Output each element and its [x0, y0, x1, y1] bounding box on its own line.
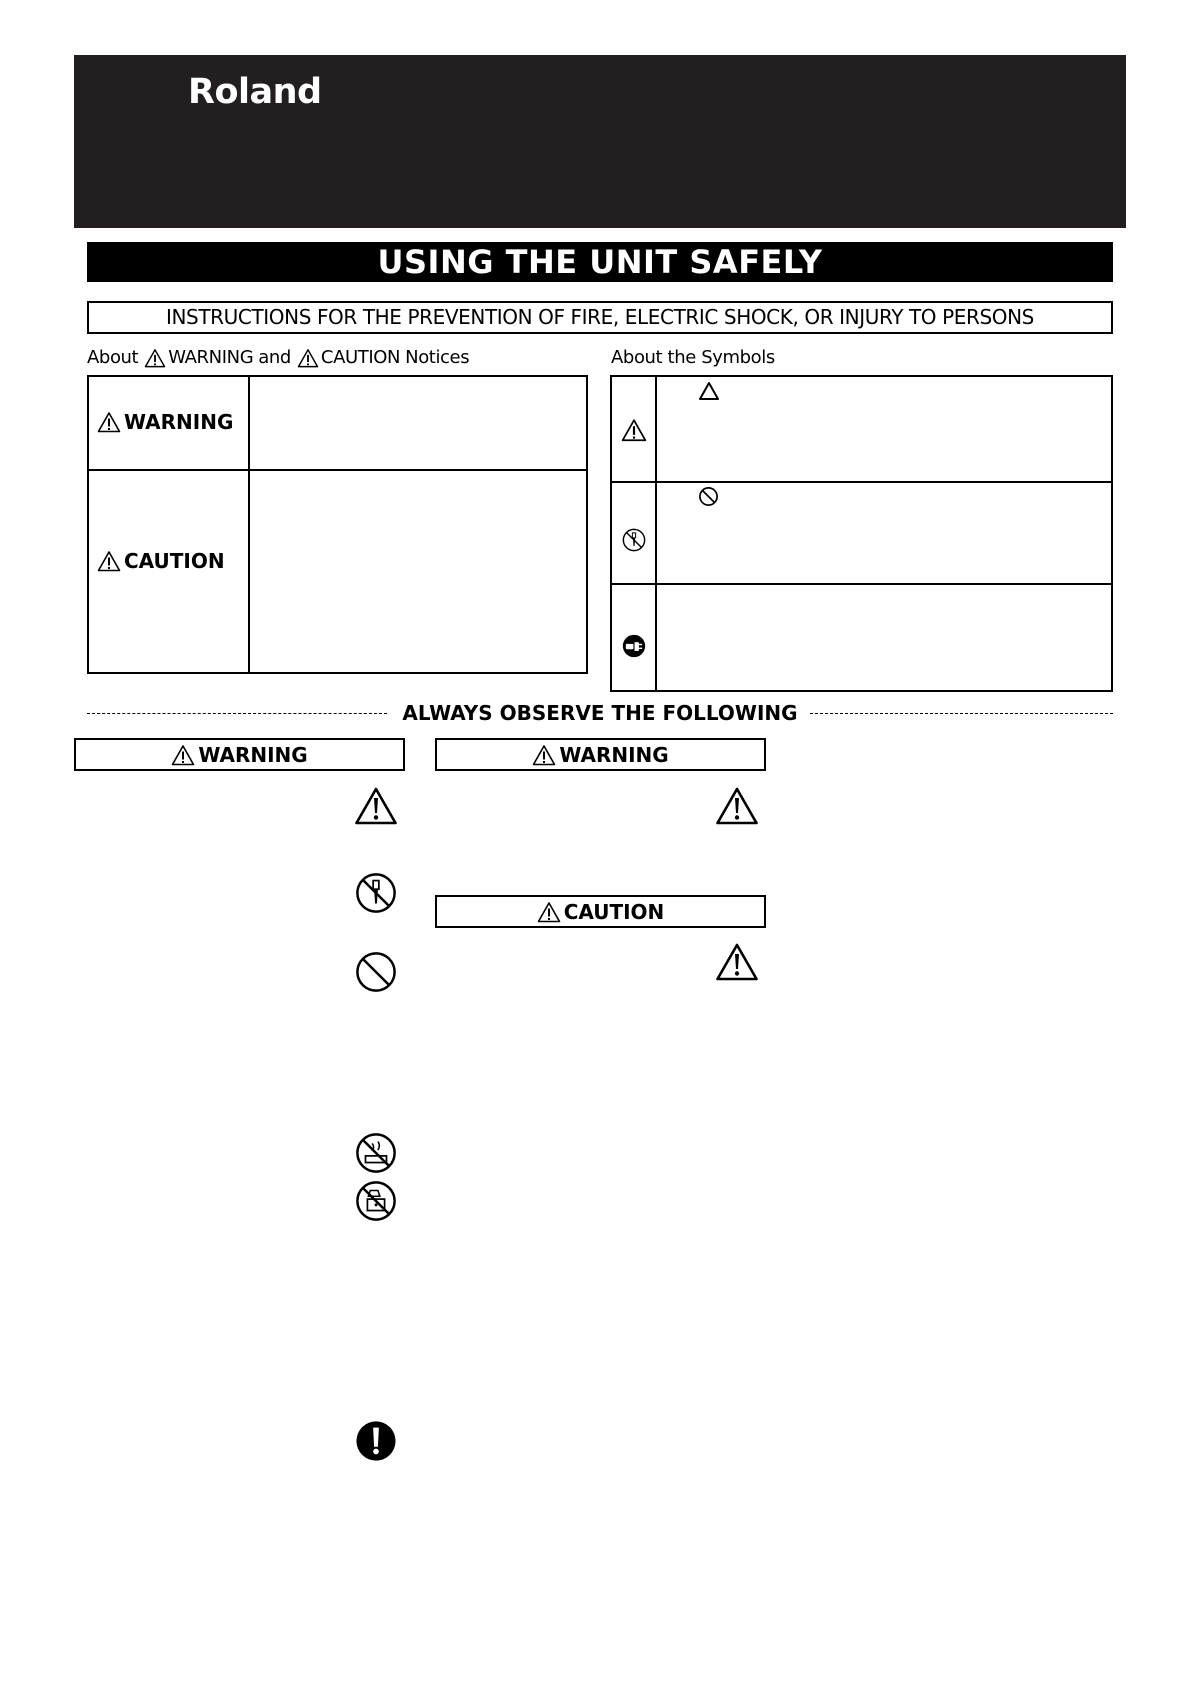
- middle-caution-heading: [435, 895, 766, 928]
- warning-triangle-icon: [715, 942, 759, 982]
- warning-triangle-icon: [97, 550, 121, 572]
- observe-divider: [87, 700, 1113, 726]
- notices-label-caution: CAUTION: [320, 347, 401, 368]
- page-title: USING THE UNIT SAFELY: [87, 242, 1113, 282]
- middle-caution-heading-label: CAUTION: [563, 899, 665, 924]
- symbols-table-column-divider: [655, 377, 657, 690]
- warning-triangle-icon: [715, 786, 759, 826]
- symbols-table-divider: [612, 583, 1111, 585]
- symbols-table: [610, 375, 1113, 692]
- symbols-section-label: About the Symbols: [611, 347, 775, 368]
- notices-table-column-divider: [248, 377, 250, 672]
- brand-logo: Roland: [188, 72, 322, 112]
- notice-row-caution: [97, 549, 225, 573]
- warning-triangle-icon: [532, 744, 556, 766]
- warning-triangle-icon: [144, 348, 166, 368]
- middle-warning-heading-label: WARNING: [559, 742, 669, 767]
- left-warning-heading-label: WARNING: [198, 742, 308, 767]
- no-disassemble-icon: [622, 528, 646, 552]
- left-warning-heading: [74, 738, 405, 771]
- observe-title-text: ALWAYS OBSERVE THE FOLLOWING: [390, 701, 809, 725]
- prohibited-circle-icon: [355, 951, 397, 993]
- observe-title: [87, 700, 1113, 726]
- mandatory-action-icon: [355, 1420, 397, 1462]
- warning-triangle-icon: [171, 744, 195, 766]
- warning-triangle-icon: [537, 901, 561, 923]
- notices-label-warning: WARNING: [168, 347, 254, 368]
- warning-triangle-icon: [297, 348, 319, 368]
- prohibited-circle-icon: [698, 486, 719, 507]
- notices-section-label: [87, 347, 469, 368]
- no-hot-place-icon: [355, 1132, 397, 1174]
- warning-triangle-icon: [621, 418, 647, 442]
- notices-label-prefix: About: [87, 347, 139, 368]
- no-disassemble-icon: [355, 872, 397, 914]
- notices-label-suffix: Notices: [405, 347, 470, 368]
- notice-row-warning-label: WARNING: [124, 410, 234, 434]
- warning-triangle-icon: [354, 786, 398, 826]
- warning-triangle-icon: [97, 411, 121, 433]
- notice-row-warning: [97, 410, 233, 434]
- middle-warning-heading: [435, 738, 766, 771]
- symbols-table-divider: [612, 481, 1111, 483]
- no-liquid-icon: [355, 1180, 397, 1222]
- notices-label-and: and: [258, 347, 291, 368]
- notice-row-caution-label: CAUTION: [124, 549, 225, 573]
- notices-table-divider: [89, 469, 586, 471]
- notices-table: [87, 375, 588, 674]
- unplug-icon: [622, 634, 646, 658]
- triangle-outline-icon: [698, 381, 720, 401]
- page-subtitle: INSTRUCTIONS FOR THE PREVENTION OF FIRE, ELECTRIC SHOCK, OR INJURY TO PERSONS: [87, 301, 1113, 334]
